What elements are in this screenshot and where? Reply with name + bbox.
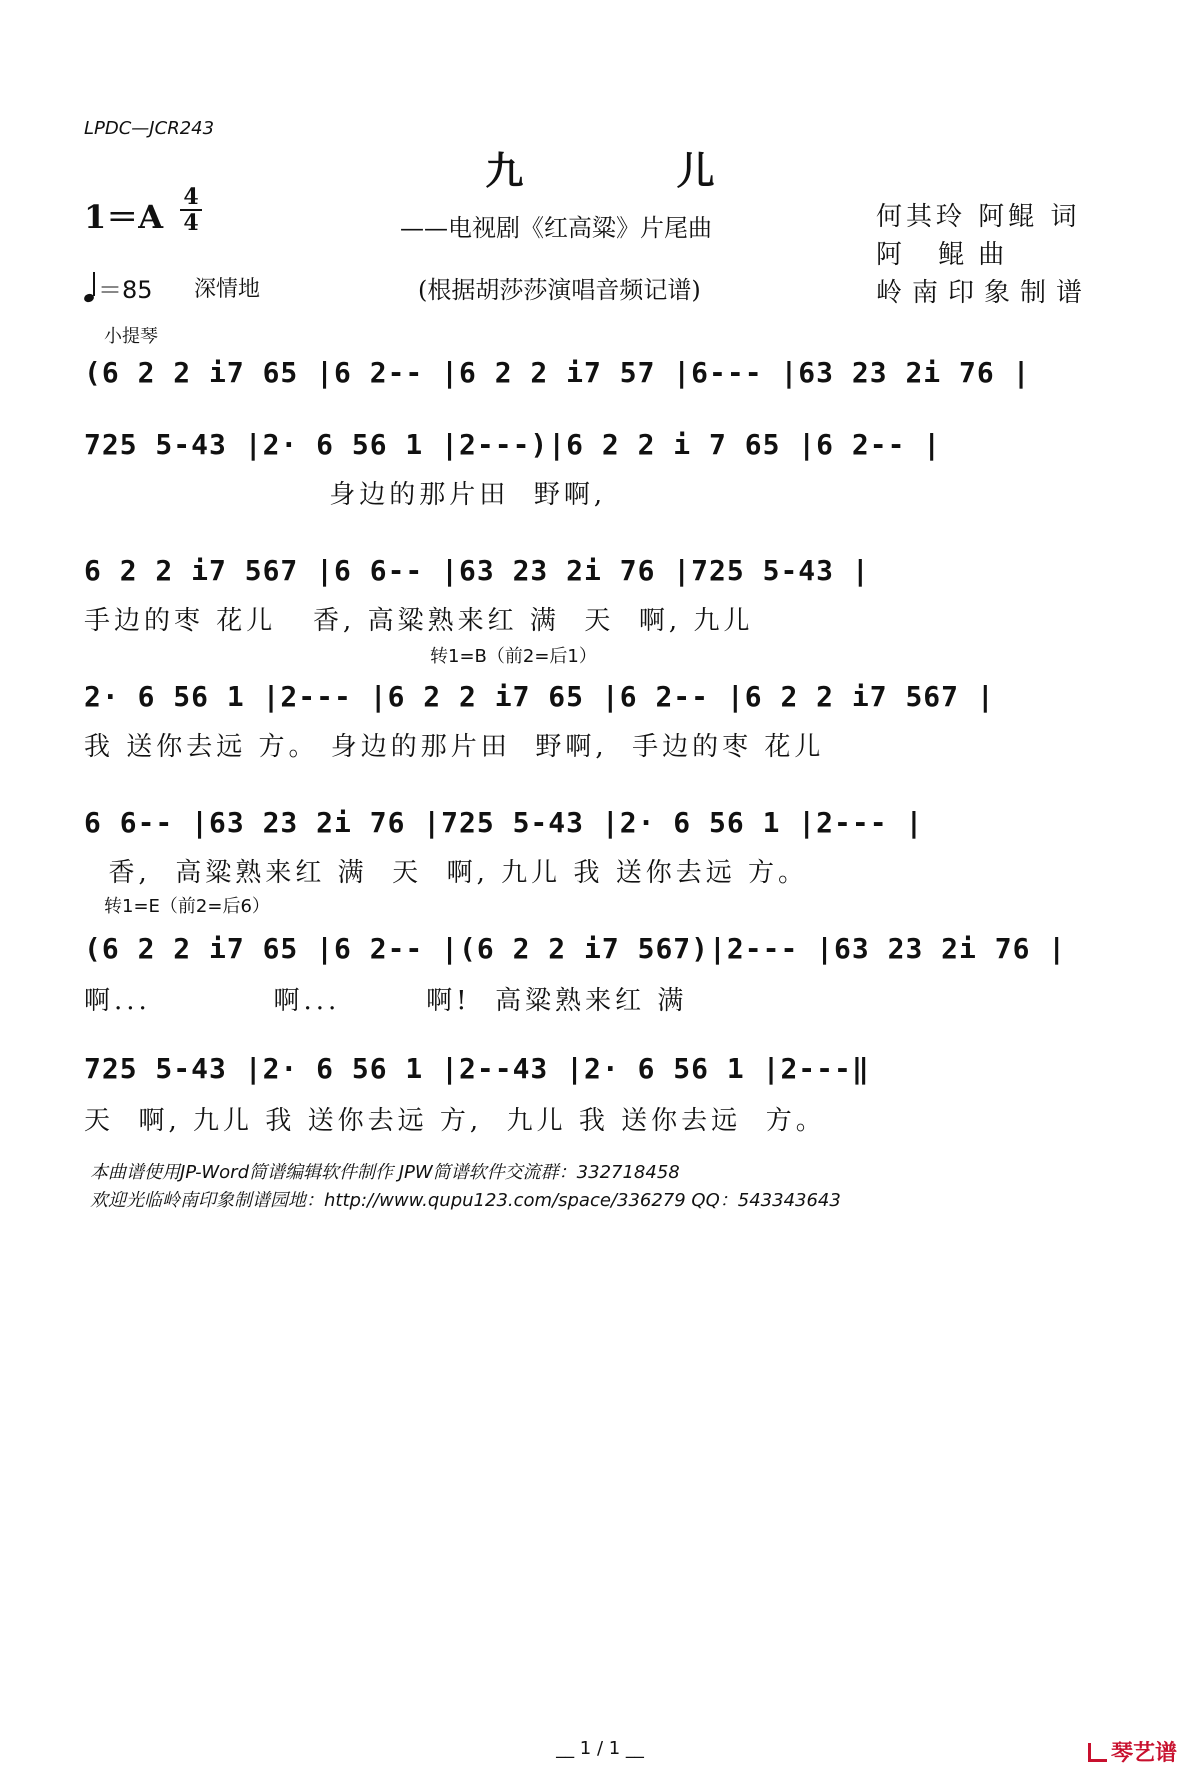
lyrics-system-3: 手边的枣 花儿 香, 高粱熟来红 满 天 啊, 九儿: [84, 606, 754, 636]
composer: 阿 鲲曲: [876, 240, 1019, 270]
transcriber: 岭南印象制谱: [876, 278, 1093, 308]
instrument-label: 小提琴: [104, 326, 158, 347]
notation-system-5: 6 6-- |63 23 2i 76 |725 5-43 |2· 6 56 1 |2--- |: [84, 806, 924, 839]
footer-line-1: 本曲谱使用JP-Word简谱编辑软件制作 JPW简谱软件交流群：332718458: [90, 1162, 680, 1183]
key-signature: 1＝A: [84, 198, 164, 236]
time-signature-bottom: 4: [183, 210, 199, 236]
score-code: LPDC—JCR243: [84, 118, 215, 139]
time-signature-top: 4: [183, 184, 199, 210]
notation-system-3: 6 2 2 i7 567 |6 6-- |63 23 2i 76 |725 5-43 |: [84, 554, 870, 587]
subtitle: ——电视剧《红高粱》片尾曲: [400, 214, 712, 242]
notation-system-7: 725 5-43 |2· 6 56 1 |2--43 |2· 6 56 1 |2---‖: [84, 1052, 870, 1085]
lyrics-system-4: 我 送你去远 方。 身边的那片田 野啊, 手边的枣 花儿: [84, 732, 825, 762]
notation-system-4: 2· 6 56 1 |2--- |6 2 2 i7 65 |6 2-- |6 2 2 i7 567 |: [84, 680, 995, 713]
page-number: __ 1 / 1 __: [556, 1738, 644, 1759]
footer-line-2: 欢迎光临岭南印象制谱园地：http://www.qupu123.com/space/336279 QQ：543343643: [90, 1190, 841, 1211]
modulation-second: 转1=E（前2=后6）: [104, 896, 270, 917]
lyrics-system-2: 身边的那片田 野啊,: [84, 480, 607, 510]
notation-system-1: (6 2 2 i7 65 |6 2-- |6 2 2 i7 57 |6--- |63 23 2i 76 |: [84, 356, 1031, 389]
brand-logo: [1088, 1736, 1177, 1767]
time-signature: [178, 186, 204, 234]
source-note: (根据胡莎莎演唱音频记谱): [418, 276, 701, 304]
lyrics-system-7: 天 啊, 九儿 我 送你去远 方, 九儿 我 送你去远 方。: [84, 1106, 826, 1136]
page-title: 九 儿: [485, 148, 785, 193]
notation-system-2: 725 5-43 |2· 6 56 1 |2---)|6 2 2 i 7 65 |6 2-- |: [84, 428, 942, 461]
lyrics-system-6: 啊... 啊... 啊! 高粱熟来红 满: [84, 986, 688, 1016]
lyricist: 何其玲 阿鲲 词: [876, 202, 1081, 232]
brand-name: 琴艺谱: [1111, 1741, 1178, 1766]
tempo-value: ＝85: [98, 276, 153, 304]
modulation-first: 转1=B（前2=后1）: [430, 646, 597, 667]
expression-mark: 深情地: [194, 277, 261, 302]
tempo: [84, 270, 153, 305]
notation-system-6: (6 2 2 i7 65 |6 2-- |(6 2 2 i7 567)|2--- |63 23 2i 76 |: [84, 932, 1067, 965]
lyrics-system-5: 香, 高粱熟来红 满 天 啊, 九儿 我 送你去远 方。: [84, 858, 808, 888]
brand-icon: [1088, 1743, 1107, 1762]
note-stem: [93, 272, 95, 296]
